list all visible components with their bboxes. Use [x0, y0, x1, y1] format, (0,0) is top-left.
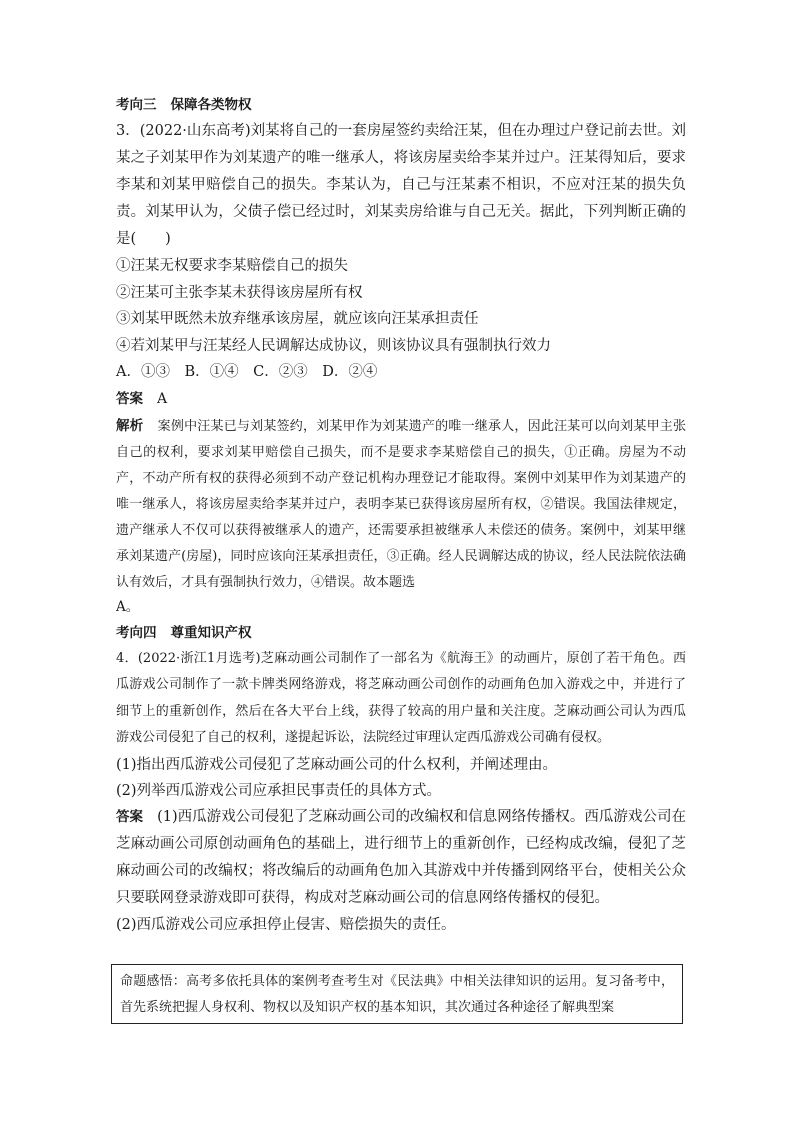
- answer-label: 答案: [116, 390, 143, 407]
- sub-question-1: (1)指出西瓜游戏公司侵犯了芝麻动画公司的什么权利，并阐述理由。: [116, 756, 558, 773]
- section-heading-4: [116, 620, 686, 646]
- option-1: ①汪某无权要求李某赔偿自己的损失: [116, 258, 348, 274]
- question-4-stem: 4．(2022·浙江1月选考)芝麻动画公司制作了一部名为《航海王》的动画片，原创了若干角色。西瓜游戏公司制作了一款卡牌类网络游戏，将芝麻动画公司创作的动画角色加入游戏之中，并进行了细节上的重新创作，然后在各大平台上线，获得了较高的用户量和关注度。芝麻动画公司认为西瓜游戏公司侵犯了自己的权利，遂提起诉讼，法院经过审理认定西瓜游戏公司确有侵权。: [116, 650, 686, 745]
- option-2: ②汪某可主张李某未获得该房屋所有权: [116, 284, 363, 301]
- insight-box: [111, 964, 683, 1024]
- answer-text-1: (1)西瓜游戏公司侵犯了芝麻动画公司的改编权和信息网络传播权。西瓜游戏公司在芝麻动画公司原创动画角色的基础上，进行细节上的重新创作，已经构成改编，侵犯了芝麻动画公司的改编权；将改编后的动画角色加入其游戏中并传播到网络平台，使相关公众只要联网登录游戏即可获得，构成对芝麻动画公司的信息网络传播权的侵犯。: [116, 808, 687, 906]
- section-title: 保障各类物权: [170, 97, 252, 113]
- answer-line: [116, 386, 686, 413]
- insight-text: 高考多依托具体的案例考查考生对《民法典》中相关法律知识的运用。复习备考中，首先系统把握人身权利、物权以及知识产权的基本知识，其次通过各种途径了解典型案: [120, 974, 674, 1015]
- insight-label: 命题感悟：: [120, 974, 186, 989]
- explanation: [116, 413, 686, 596]
- section-label: 考向四: [116, 624, 157, 641]
- question-3-stem: 3．(2022·山东高考)刘某将自己的一套房屋签约卖给汪某，但在办理过户登记前去世。刘某之子刘某甲作为刘某遗产的唯一继承人，将该房屋卖给李某并过户。汪某得知后，要求李某和刘某甲赔偿自己的损失。李某认为，自己与汪某素不相识，不应对汪某的损失负责。刘某甲认为，父债子偿已经过时，刘某卖房给谁与自己无关。据此，下列判断正确的是( ): [116, 123, 686, 247]
- answer-choices: A．①③ B．①④ C．②③ D．②④: [116, 364, 378, 380]
- section-heading-3: [116, 92, 686, 118]
- answer-label: 答案: [116, 808, 144, 825]
- answer-value: A: [157, 390, 168, 407]
- answer-4-part-1: [116, 804, 686, 912]
- answer-4-part-2: (2)西瓜游戏公司应承担停止侵害、赔偿损失的责任。: [116, 916, 456, 933]
- option-3: ③刘某甲既然未放弃继承该房屋，就应该向汪某承担责任: [116, 311, 479, 327]
- explanation-text: 案例中汪某已与刘某签约，刘某甲作为刘某遗产的唯一继承人，因此汪某可以向刘某甲主张自己的权利，要求刘某甲赔偿自己损失，而不是要求李某赔偿自己的损失，①正确。房屋为不动产，不动产所有权的获得必须到不动产登记机构办理登记才能取得。案例中刘某甲作为刘某遗产的唯一继承人，将该房屋卖给李某并过户，表明李某已获得该房屋所有权，②错误。我国法律规定，遗产继承人不仅可以获得被继承人的遗产，还需要承担被继承人未偿还的债务。案例中，刘某甲继承刘某遗产(房屋)，同时应该向汪某承担责任，③正确。经人民调解达成的协议，经人民法院依法确认有效后，才具有强制执行效力，④错误。故本题选: [116, 418, 686, 590]
- document-content: [116, 92, 686, 939]
- option-4: ④若刘某甲与汪某经人民调解达成协议，则该协议具有强制执行效力: [116, 337, 551, 354]
- section-label: 考向三: [116, 97, 157, 113]
- sub-question-2: (2)列举西瓜游戏公司应承担民事责任的具体方式。: [116, 782, 442, 799]
- section-title: 尊重知识产权: [170, 624, 252, 641]
- explanation-tail: A。: [116, 598, 140, 615]
- explanation-label: 解析: [116, 417, 144, 434]
